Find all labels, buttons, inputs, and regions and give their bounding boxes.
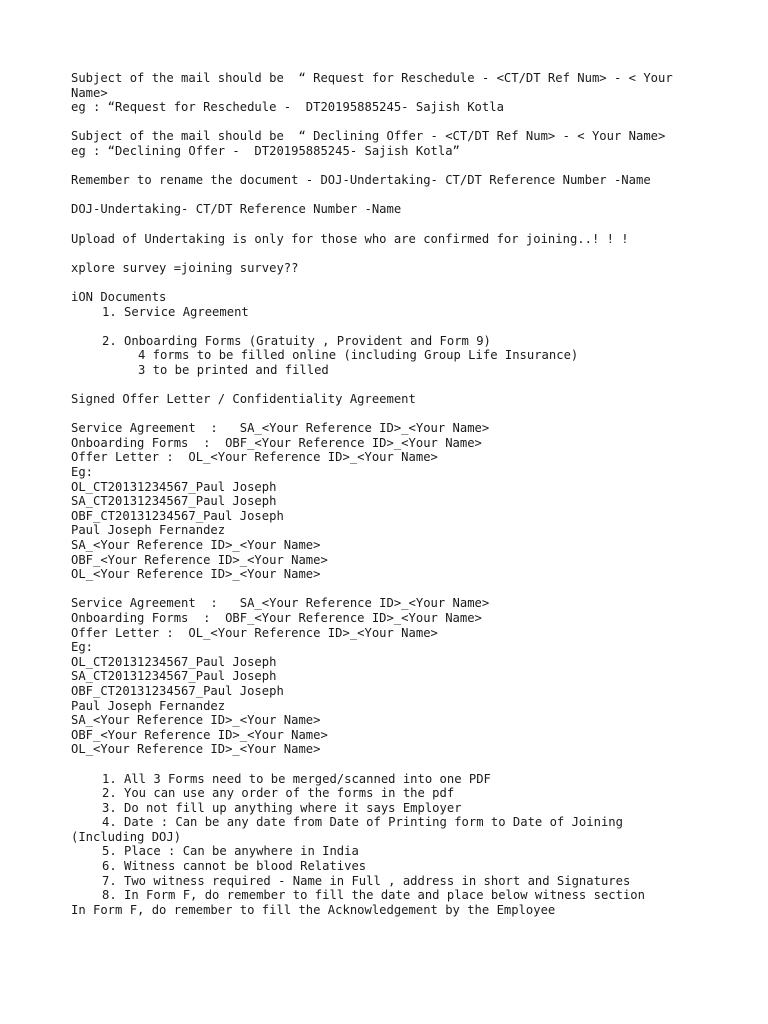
- naming-line: SA_<Your Reference ID>_<Your Name>: [71, 538, 321, 552]
- spacer: [71, 582, 711, 597]
- naming-line: OL_<Your Reference ID>_<Your Name>: [71, 567, 321, 582]
- declining-subject-line: Subject of the mail should be “ Declining Offer - <CT/DT Ref Num> - < Your Name>: [71, 129, 666, 144]
- instruction-item: 1. All 3 Forms need to be merged/scanned into one PDF: [102, 771, 491, 786]
- naming-line: OBF_CT20131234567_Paul Joseph: [71, 508, 284, 523]
- naming-line: Offer Letter : OL_<Your Reference ID>_<Your Name>: [71, 450, 438, 465]
- reschedule-example-line: eg : “Request for Reschedule - DT20195885245- Sajish Kotla: [71, 100, 504, 115]
- ion-sub-item: 3 to be printed and filled: [138, 362, 329, 377]
- doj-undertaking-name: DOJ-Undertaking- CT/DT Reference Number -Name: [71, 202, 402, 217]
- naming-line: Eg:: [71, 465, 94, 480]
- spacer: [71, 217, 711, 232]
- instruction-item: 3. Do not fill up anything where it says Employer: [102, 800, 462, 815]
- ion-documents-heading: iON Documents: [71, 289, 167, 304]
- spacer: [71, 319, 711, 334]
- document-page: [71, 71, 711, 917]
- naming-line: Service Agreement : SA_<Your Reference ID>_<Your Name>: [71, 421, 490, 436]
- instruction-item: 5. Place : Can be anywhere in India: [102, 844, 359, 859]
- instruction-item: 4. Date : Can be any date from Date of Printing form to Date of Joining: [102, 815, 623, 830]
- declining-example-line: eg : “Declining Offer - DT20195885245- Sajish Kotla”: [71, 143, 460, 158]
- rename-note: Remember to rename the document - DOJ-Undertaking- CT/DT Reference Number -Name: [71, 173, 651, 188]
- survey-note: xplore survey =joining survey??: [71, 260, 299, 275]
- instruction-item: 7. Two witness required - Name in Full , address in short and Signatures: [102, 873, 631, 888]
- naming-line: OBF_<Your Reference ID>_<Your Name>: [71, 727, 328, 742]
- spacer: [71, 115, 711, 130]
- reschedule-subject-line: Subject of the mail should be “ Request for Reschedule - <CT/DT Ref Num> - < Your Name>: [71, 71, 681, 100]
- naming-line: OBF_CT20131234567_Paul Joseph: [71, 683, 284, 698]
- naming-line: OL_<Your Reference ID>_<Your Name>: [71, 742, 321, 757]
- spacer: [71, 246, 711, 261]
- naming-line: Service Agreement : SA_<Your Reference ID>_<Your Name>: [71, 596, 490, 611]
- instruction-item: 6. Witness cannot be blood Relatives: [102, 859, 367, 874]
- ion-sub-item: 4 forms to be filled online (including Group Life Insurance): [138, 348, 579, 363]
- naming-line: OL_CT20131234567_Paul Joseph: [71, 479, 277, 494]
- form-f-note: In Form F, do remember to fill the Acknowledgement by the Employee: [71, 902, 556, 917]
- spacer: [71, 407, 711, 422]
- spacer: [71, 757, 711, 772]
- naming-line: OBF_<Your Reference ID>_<Your Name>: [71, 552, 328, 567]
- instruction-item: 2. You can use any order of the forms in the pdf: [102, 786, 455, 801]
- spacer: [71, 188, 711, 203]
- upload-note: Upload of Undertaking is only for those who are confirmed for joining..! ! !: [71, 231, 629, 246]
- naming-line: OL_CT20131234567_Paul Joseph: [71, 654, 277, 669]
- instruction-item-continuation: (Including DOJ): [71, 829, 182, 844]
- ion-list-item: 2. Onboarding Forms (Gratuity , Provident and Form 9): [102, 333, 491, 348]
- spacer: [71, 275, 711, 290]
- naming-line: Offer Letter : OL_<Your Reference ID>_<Your Name>: [71, 625, 438, 640]
- spacer: [71, 159, 711, 174]
- naming-line: SA_CT20131234567_Paul Joseph: [71, 669, 277, 684]
- naming-line: Onboarding Forms : OBF_<Your Reference ID>_<Your Name>: [71, 610, 482, 625]
- signed-offer-note: Signed Offer Letter / Confidentiality Agreement: [71, 392, 416, 407]
- naming-line: Eg:: [71, 640, 94, 655]
- naming-line: SA_<Your Reference ID>_<Your Name>: [71, 713, 321, 728]
- spacer: [71, 377, 711, 392]
- naming-line: Onboarding Forms : OBF_<Your Reference ID>_<Your Name>: [71, 435, 482, 450]
- ion-list-item: 1. Service Agreement: [102, 304, 249, 319]
- naming-line: SA_CT20131234567_Paul Joseph: [71, 494, 277, 509]
- instruction-item: 8. In Form F, do remember to fill the date and place below witness section: [102, 888, 645, 903]
- naming-line: Paul Joseph Fernandez: [71, 523, 226, 538]
- naming-line: Paul Joseph Fernandez: [71, 698, 226, 713]
